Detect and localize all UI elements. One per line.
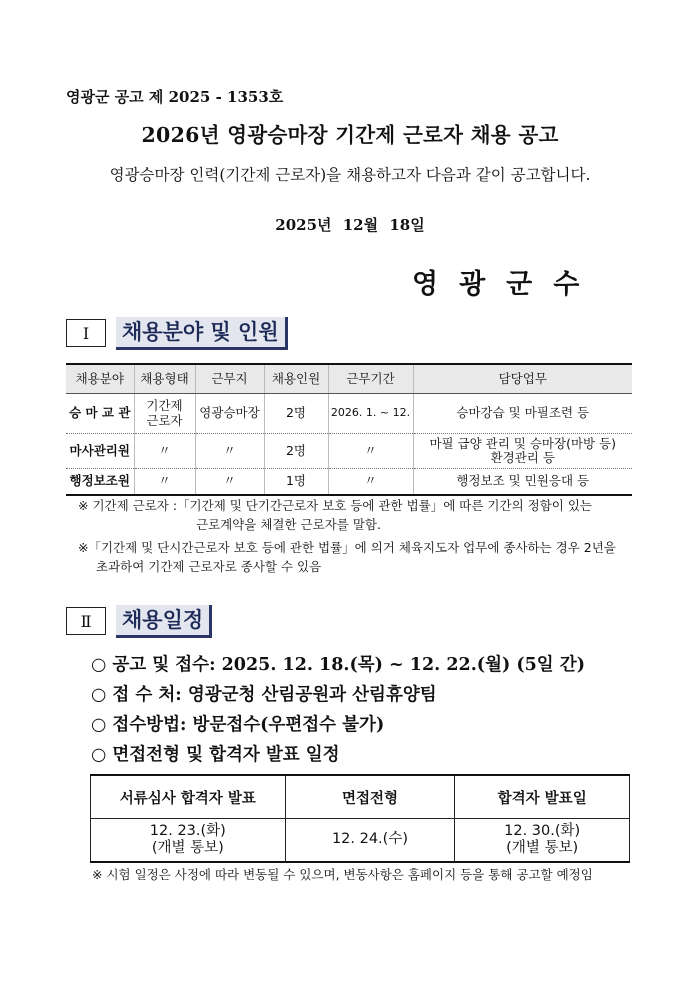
schedule-item-reception-method: ○ 접수방법: 방문접수(우편접수 불가) [91, 715, 385, 735]
table-cell: 영광승마장 [195, 394, 264, 434]
table-cell: 승 마 교 관 [66, 394, 134, 434]
intro-text: 영광승마장 인력(기간제 근로자)을 채용하고자 다음과 같이 공고합니다. [109, 166, 591, 184]
issuer-name: 영광군수 [412, 269, 601, 300]
table-cell: 〃 [328, 469, 413, 495]
schedule-item-interview: ○ 면접전형 및 합격자 발표 일정 [91, 745, 340, 765]
schedule-item-reception-office: ○ 접 수 처: 영광군청 산림공원과 산림휴양팀 [91, 685, 437, 705]
section-1-number: Ⅰ [66, 319, 106, 347]
section-2-title: 채용일정 [116, 605, 212, 638]
header-cell: 면접전형 [285, 775, 455, 819]
schedule-item-announcement: ○ 공고 및 접수: 2025. 12. 18.(목) ~ 12. 22.(월) (5일 간) [91, 655, 585, 675]
table-cell: 승마강습 및 마필조련 등 [413, 394, 632, 434]
footnote-1-continued: 근로계약을 체결한 근로자를 말함. [196, 517, 381, 532]
section-1-title: 채용분야 및 인원 [116, 317, 288, 350]
header-cell: 채용인원 [264, 364, 328, 394]
table-cell: 〃 [328, 434, 413, 469]
footnote-2: ※「기간제 및 단시간근로자 보호 등에 관한 법률」에 의거 체육지도자 업무에 종사하는 경우 2년을 [78, 540, 616, 555]
table-cell: 12. 23.(화) (개별 통보) [91, 819, 286, 863]
table-cell: 1명 [264, 469, 328, 495]
table-cell: 기간제 근로자 [134, 394, 195, 434]
footnote-2-continued: 초과하여 기간제 근로자로 종사할 수 있음 [96, 559, 322, 574]
schedule-table [90, 774, 630, 863]
table-cell: 2명 [264, 394, 328, 434]
schedule-footnote: ※ 시험 일정은 사정에 따라 변동될 수 있으며, 변동사항은 홈페이지 등을 통해 공고할 예정임 [92, 867, 593, 882]
header-cell: 서류심사 합격자 발표 [91, 775, 286, 819]
section-1-heading [66, 317, 288, 351]
table-cell: 〃 [195, 434, 264, 469]
table-cell: 마사관리원 [66, 434, 134, 469]
table-row [66, 434, 632, 469]
section-2-heading [66, 605, 212, 639]
header-cell: 채용분야 [66, 364, 134, 394]
table-cell: 행정보조원 [66, 469, 134, 495]
table-cell: 행정보조 및 민원응대 등 [413, 469, 632, 495]
document-title: 2026년 영광승마장 기간제 근로자 채용 공고 [141, 123, 559, 147]
header-cell: 근무지 [195, 364, 264, 394]
header-cell: 채용형태 [134, 364, 195, 394]
document-date: 2025년 12월 18일 [275, 216, 425, 234]
table-cell: 〃 [134, 434, 195, 469]
table-cell: 12. 30.(화) (개별 통보) [455, 819, 630, 863]
section-2-number: Ⅱ [66, 607, 106, 635]
table-cell: 마필 급양 관리 및 승마장(마방 등) 환경관리 등 [413, 434, 632, 469]
footnote-1: ※ 기간제 근로자 :「기간제 및 단기간근로자 보호 등에 관한 법률」에 따른 기간의 정함이 있는 [78, 498, 592, 513]
notice-number: 영광군 공고 제 2025 - 1353호 [66, 88, 284, 106]
header-cell: 근무기간 [328, 364, 413, 394]
table-row [91, 819, 630, 863]
schedule-table-header [91, 775, 630, 819]
table-row [66, 394, 632, 434]
header-cell: 합격자 발표일 [455, 775, 630, 819]
table-row [66, 469, 632, 495]
table-cell: 2026. 1. ~ 12. [328, 394, 413, 434]
table-cell: 〃 [195, 469, 264, 495]
header-cell: 담당업무 [413, 364, 632, 394]
recruitment-table-header [66, 364, 632, 394]
table-cell: 〃 [134, 469, 195, 495]
table-cell: 2명 [264, 434, 328, 469]
table-cell: 12. 24.(수) [285, 819, 455, 863]
recruitment-table [66, 363, 632, 496]
